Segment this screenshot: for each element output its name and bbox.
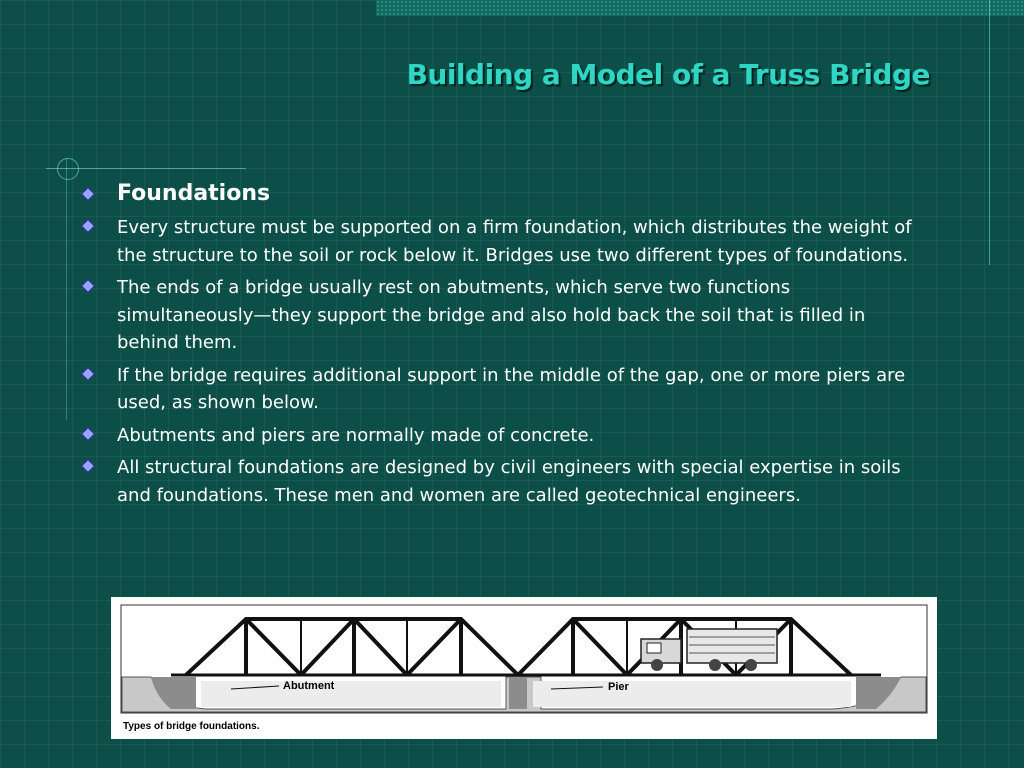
bullet-item	[80, 274, 930, 357]
bridge-figure	[111, 597, 937, 739]
header-decor-band	[376, 0, 1024, 16]
truss-bridge-illustration	[111, 597, 937, 739]
diamond-bullet-icon	[81, 219, 95, 233]
bullet-text: If the bridge requires additional support in the middle of the gap, one or more piers are used, as shown below.	[117, 364, 906, 413]
bullet-text: Foundations	[117, 181, 271, 206]
figure-caption: Types of bridge foundations.	[123, 721, 260, 732]
diamond-bullet-icon	[81, 187, 95, 201]
diamond-bullet-icon	[81, 426, 95, 440]
fill-right	[533, 681, 851, 707]
fill-left	[201, 681, 501, 707]
bullet-item	[80, 422, 930, 450]
decor-circle	[57, 158, 79, 180]
decor-left-line	[66, 158, 67, 420]
bullet-item	[80, 454, 930, 509]
diamond-bullet-icon	[81, 366, 95, 380]
bullet-item	[80, 214, 930, 269]
bullet-text: Every structure must be supported on a firm foundation, which distributes the weight of the structure to the soil or rock below it. Bridges use two different types of foundations.	[117, 217, 912, 266]
bullet-text: Abutments and piers are normally made of concrete.	[117, 424, 595, 446]
slide-title: Building a Model of a Truss Bridge	[406, 58, 930, 91]
bullet-text: The ends of a bridge usually rest on abutments, which serve two functions simultaneously—they support the bridge and also hold back the soil that is filled in behind them.	[117, 277, 866, 353]
diamond-bullet-icon	[81, 459, 95, 473]
pier-label: Pier	[608, 681, 629, 693]
pier	[509, 677, 527, 709]
bullet-text: All structural foundations are designed by civil engineers with special expertise in soils and foundations. These men and women are called geotechnical engineers.	[117, 457, 901, 506]
bullet-list	[80, 180, 930, 514]
abutment-label: Abutment	[283, 680, 335, 692]
bullet-item	[80, 180, 930, 208]
decor-vertical-line	[989, 0, 990, 265]
bullet-item	[80, 362, 930, 417]
diamond-bullet-icon	[81, 279, 95, 293]
